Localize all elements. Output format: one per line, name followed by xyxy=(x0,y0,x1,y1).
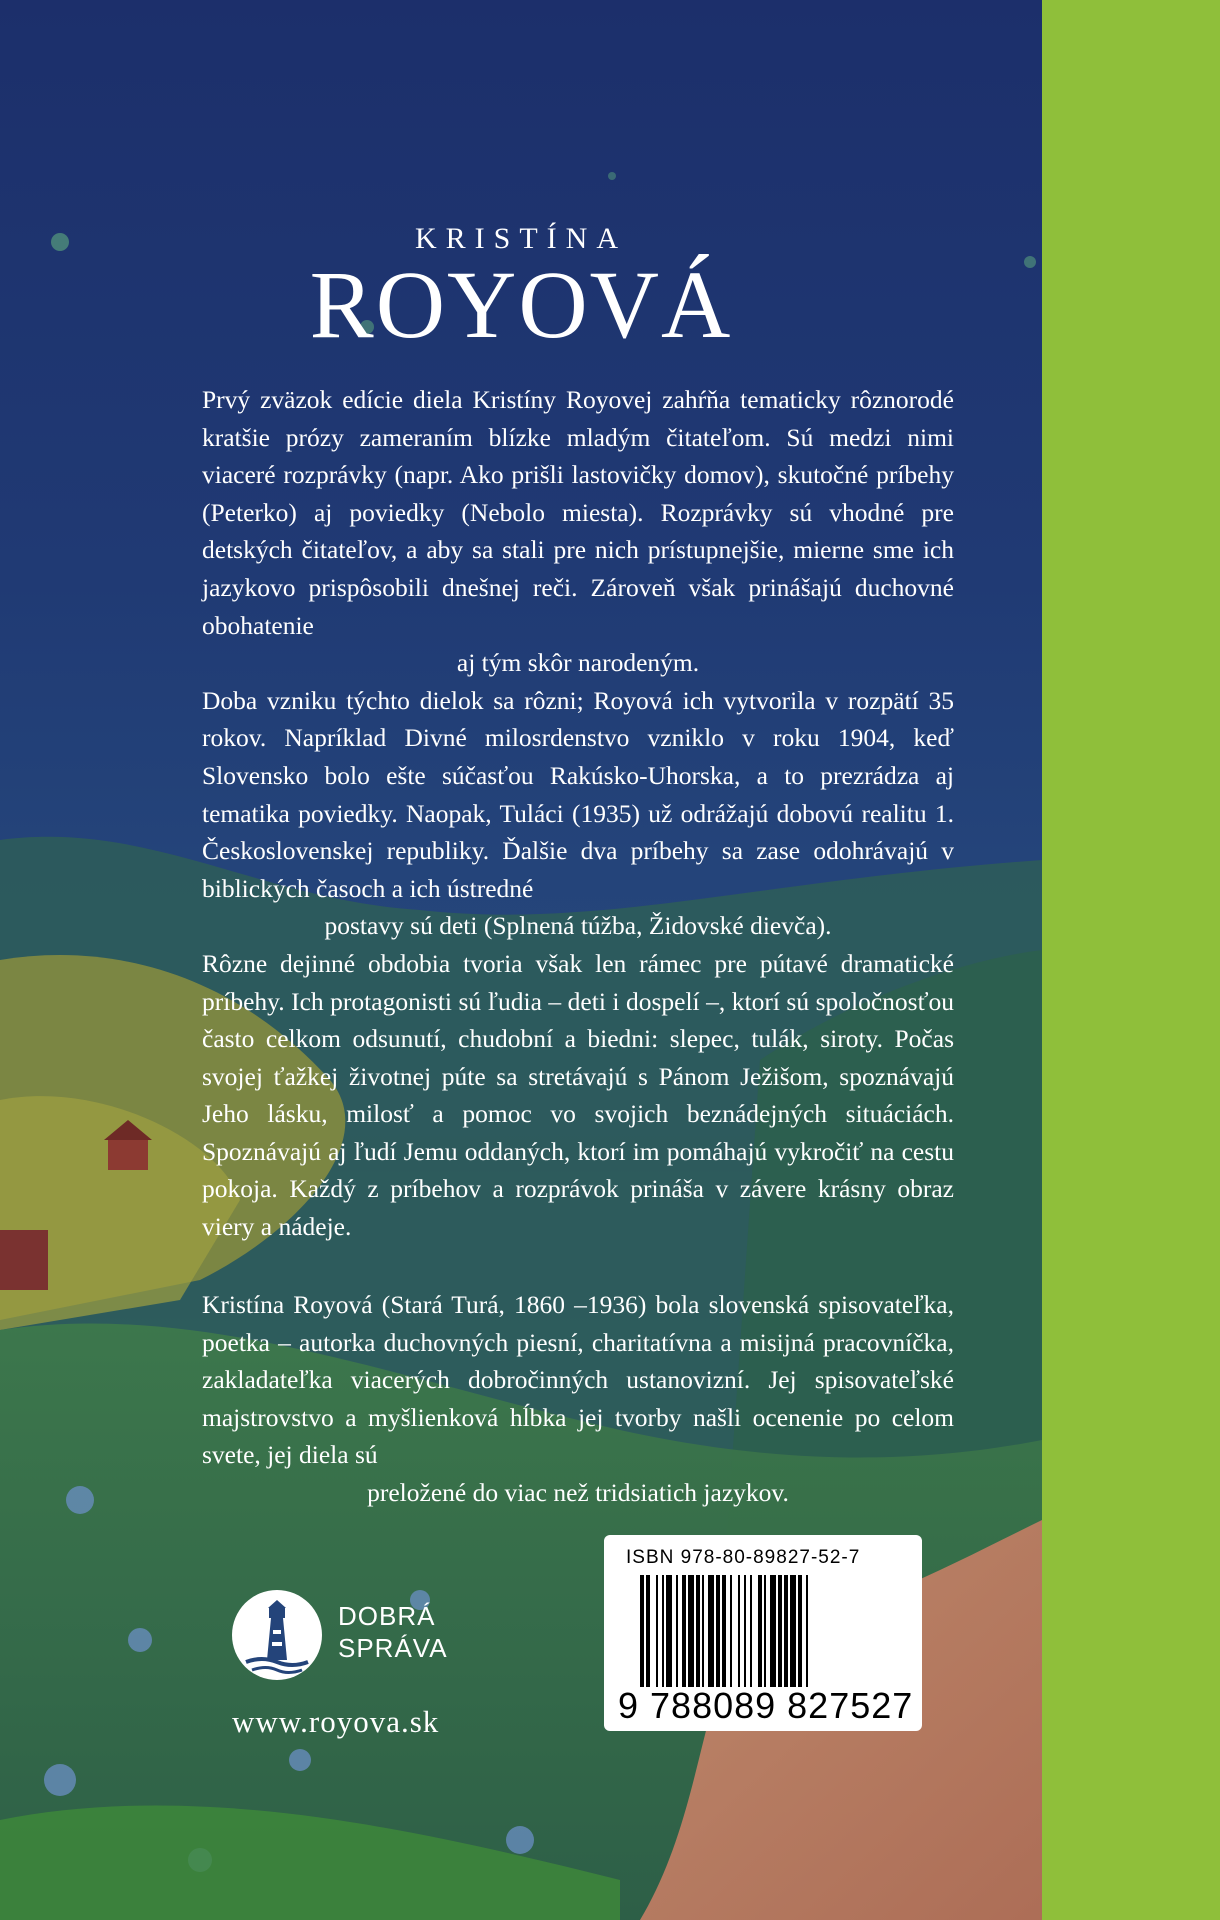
barcode-bar xyxy=(722,1575,726,1687)
barcode-bar xyxy=(646,1575,650,1687)
barcode-bar xyxy=(778,1575,782,1687)
barcode-bar xyxy=(696,1575,700,1687)
website-url: www.royova.sk xyxy=(232,1704,440,1739)
barcode-bars xyxy=(640,1575,890,1687)
blurb-paragraph-1-end: aj tým skôr narodeným. xyxy=(456,648,700,678)
barcode-bar xyxy=(784,1575,788,1687)
barcode-bar xyxy=(656,1575,658,1687)
barcode-bar xyxy=(770,1575,776,1687)
barcode-bar xyxy=(750,1575,752,1687)
barcode-bar xyxy=(806,1575,808,1687)
bio-paragraph: Kristína Royová (Stará Turá, 1860 –1936) bola slovenská spisovateľka, poetka – autorka duchovných piesní, charitatívna a misijná pracovníčka, zakladateľka viacerých dobročinných ustanovizní. Jej spisovateľské majstrovstvo a myšlienková hĺbka jej tvorby našli ocenenie po celom svete, jej diela sú xyxy=(202,1290,954,1470)
barcode-bar xyxy=(738,1575,740,1687)
barcode-bar xyxy=(744,1575,746,1687)
blurb-paragraph-2: Doba vzniku týchto dielok sa rôzni; Royová ich vytvorila v rozpätí 35 rokov. Napríklad Divné milosrdenstvo vzniklo v roku 1904, keď Slovensko bolo ešte súčasťou Rakúsko-Uhorska, a to prezrádza aj tematika poviedky. Naopak, Tuláci (1935) už odrážajú dobovú realitu 1. Československej republiky. Ďalšie dva príbehy sa zase odohrávajú v biblických časoch a ich ústredné xyxy=(202,685,954,903)
author-first-name: KRISTÍNA xyxy=(415,222,627,255)
blurb-paragraph-1: Prvý zväzok edície diela Kristíny Royovej zahŕňa tematicky rôznorodé kratšie prózy zameraním blízke mladým čitateľom. Sú medzi nimi viaceré rozprávky (napr. Ako prišli lastovičky domov), skutočné príbehy (Peterko) aj poviedky (Nebolo miesta). Rozprávky sú vhodné pre detských čitateľov, a aby sa stali pre nich prístupnejšie, mierne sme ich jazykovo prispôsobili dnešnej reči. Zároveň však prinášajú duchovné obohatenie xyxy=(202,385,954,640)
author-bio xyxy=(202,1286,954,1512)
barcode-bar xyxy=(666,1575,672,1687)
barcode-bar xyxy=(758,1575,762,1687)
bio-paragraph-end: preložené do viac než tridsiatich jazykov. xyxy=(367,1477,789,1507)
barcode-bar xyxy=(716,1575,720,1687)
lighthouse-icon xyxy=(232,1590,322,1680)
barcode-bar xyxy=(798,1575,802,1687)
barcode-bar xyxy=(702,1575,704,1687)
barcode-bar xyxy=(662,1575,664,1687)
blurb-paragraph-2-end: postavy sú deti (Splnená túžba, Židovské dievča). xyxy=(324,911,832,941)
blurb-paragraph-3: Rôzne dejinné obdobia tvoria však len rámec pre pútavé dramatické príbehy. Ich protagonisti sú ľudia – deti i dospelí –, ktorí sú spoločnosťou často celkom odsunutí, chudobní a biedni: slepec, tulák, siroty. Počas svojej ťažkej životnej púte sa stretávajú s Pánom Ježišom, spoznávajú Jeho lásku, milosť a pomoc vo svojich beznádejných situáciách. Spoznávajú aj ľudí Jemu oddaných, ktorí im pomáhajú vykročiť na cestu pokoja. Každý z príbehov a rozprávok prináša v závere krásny obraz viery a nádeje. xyxy=(202,948,954,1242)
isbn-barcode xyxy=(604,1535,922,1731)
author-last-name: ROYOVÁ xyxy=(309,251,733,358)
barcode-bar xyxy=(676,1575,678,1687)
barcode-bar xyxy=(708,1575,714,1687)
barcode-bar xyxy=(688,1575,694,1687)
barcode-bar xyxy=(730,1575,732,1687)
blurb xyxy=(202,381,954,1246)
barcode-bar xyxy=(640,1575,644,1687)
publisher-line-2: SPRÁVA xyxy=(338,1633,448,1663)
spine-strip xyxy=(1042,0,1220,1920)
barcode-bar xyxy=(790,1575,796,1687)
barcode-bar xyxy=(764,1575,766,1687)
barcode-digits: 9 788089 827527 xyxy=(618,1685,914,1726)
barcode-bar xyxy=(682,1575,686,1687)
publisher-name xyxy=(338,1600,448,1664)
isbn-label: ISBN 978-80-89827-52-7 xyxy=(626,1547,861,1568)
publisher-line-1: DOBRÁ xyxy=(338,1601,436,1631)
